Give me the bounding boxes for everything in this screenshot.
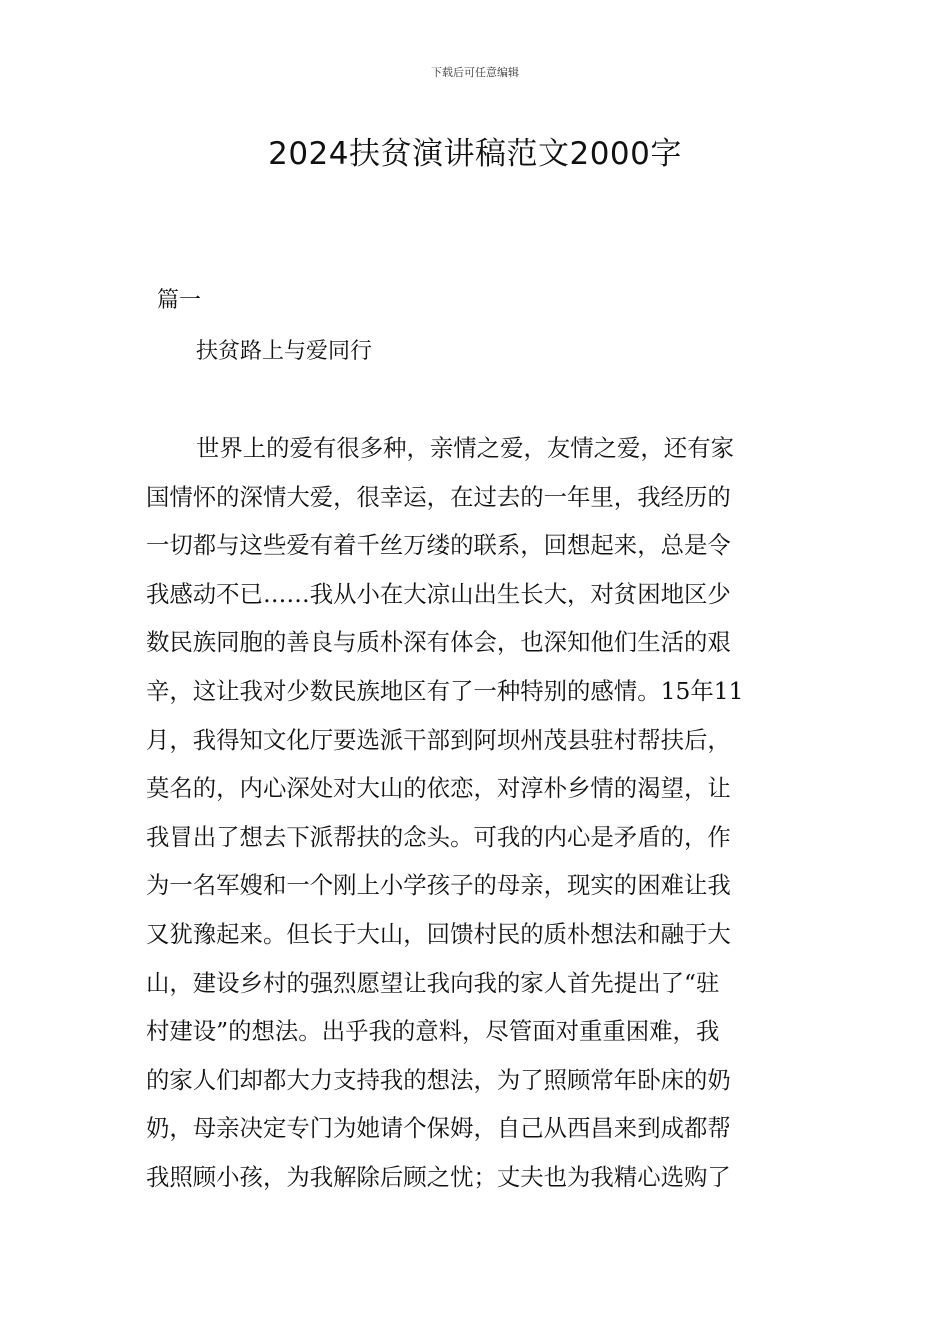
document-title: 2024扶贫演讲稿范文2000字: [268, 136, 682, 172]
body-paragraph: [146, 424, 808, 1202]
section-label: 篇一: [157, 288, 202, 313]
body-line: 月，我得知文化厅要选派干部到阿坝州茂县驻村帮扶后，: [146, 725, 731, 754]
body-line: 我照顾小孩，为我解除后顾之忧；丈夫也为我精心选购了: [146, 1162, 731, 1191]
body-line: 我冒出了想去下派帮扶的念头。可我的内心是矛盾的，作: [146, 822, 731, 851]
body-line: 村建设”的想法。出乎我的意料，尽管面对重重困难，我: [146, 1017, 720, 1046]
body-line: 奶，母亲决定专门为她请个保姆，自己从西昌来到成都帮: [146, 1114, 731, 1143]
body-line: 莫名的，内心深处对大山的依恋，对淳朴乡情的渴望，让: [146, 774, 731, 803]
body-line: 辛，这让我对少数民族地区有了一种特别的感情。15年11: [146, 676, 744, 705]
header-note: 下载后可任意编辑: [431, 66, 519, 79]
body-line: 的家人们却都大力支持我的想法，为了照顾常年卧床的奶: [146, 1065, 731, 1094]
body-line: 又犹豫起来。但长于大山，回馈村民的质朴想法和融于大: [146, 919, 731, 948]
body-line: 数民族同胞的善良与质朴深有体会，也深知他们生活的艰: [146, 628, 731, 657]
article-subtitle: 扶贫路上与爱同行: [196, 339, 373, 364]
body-line: 世界上的爱有很多种，亲情之爱，友情之爱，还有家: [196, 434, 734, 462]
body-line: 国情怀的深情大爱，很幸运，在过去的一年里，我经历的: [146, 482, 731, 511]
body-line: 我感动不已……我从小在大凉山出生长大，对贫困地区少: [146, 579, 731, 608]
body-line: 山，建设乡村的强烈愿望让我向我的家人首先提出了“驻: [146, 968, 720, 997]
body-line: 为一名军嫂和一个刚上小学孩子的母亲，现实的困难让我: [146, 871, 731, 900]
body-line: 一切都与这些爱有着千丝万缕的联系，回想起来，总是令: [146, 531, 731, 560]
